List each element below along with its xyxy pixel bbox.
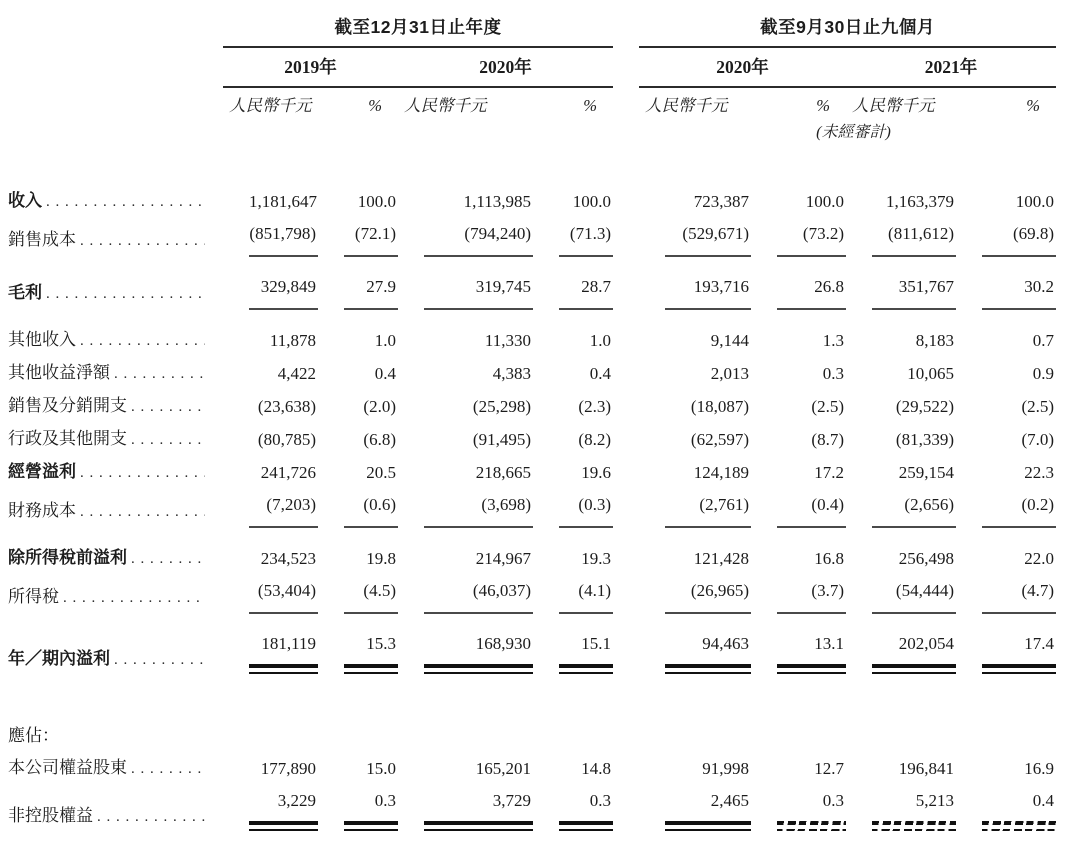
- dot-leader: [131, 424, 205, 456]
- percent-label: %: [583, 96, 597, 115]
- value-cell: 12.7: [814, 759, 844, 778]
- table-row: [8, 218, 1056, 257]
- value-cell: [318, 720, 398, 752]
- value-cell: 234,523: [260, 549, 316, 568]
- unit-pair-2019: [223, 93, 398, 119]
- value-cell: 165,201: [475, 759, 531, 778]
- dot-leader: [97, 801, 205, 833]
- value-cell: (851,798): [223, 218, 318, 257]
- value-cell: (53,404): [223, 575, 318, 614]
- column-gap: [613, 423, 639, 456]
- value-cell: (18,087): [690, 397, 749, 416]
- table-row: [8, 785, 1056, 833]
- table-body: [8, 185, 1056, 833]
- value-cell: 1,113,985: [463, 192, 531, 211]
- value-cell: 329,849: [223, 271, 318, 310]
- value-cell: [533, 720, 613, 752]
- value-cell: 14.8: [581, 759, 611, 778]
- value-cell: 196,841: [898, 759, 954, 778]
- income-statement-table: [8, 14, 1056, 833]
- value-cell: (3,698): [398, 489, 533, 528]
- value-cell: 218,665: [475, 463, 531, 482]
- value-cell: 17.4: [956, 628, 1056, 676]
- value-cell: 8,183: [915, 331, 954, 350]
- row-label: 所得稅: [8, 587, 59, 606]
- row-label: 年／期內溢利: [8, 649, 110, 668]
- year-header-2021-9m: 2021年: [846, 47, 1056, 87]
- value-cell: (26,965): [639, 575, 751, 614]
- value-cell: 20.5: [366, 463, 396, 482]
- year-header-2020-9m: 2020年: [639, 47, 846, 87]
- value-cell: (529,671): [639, 218, 751, 257]
- value-cell: 193,716: [639, 271, 751, 310]
- value-cell: (3.7): [751, 575, 846, 614]
- value-cell: 124,189: [693, 463, 749, 482]
- spacer-row: [8, 257, 1056, 271]
- spacer-row: [8, 528, 1056, 542]
- row-label: 除所得稅前溢利: [8, 548, 127, 567]
- spacer-row: [8, 614, 1056, 628]
- value-cell: 10,065: [907, 364, 954, 383]
- value-cell: (91,495): [472, 430, 531, 449]
- value-cell: 16.8: [814, 549, 844, 568]
- dot-leader: [63, 582, 205, 614]
- value-cell: 4,383: [492, 364, 531, 383]
- value-cell: 202,054: [846, 628, 956, 676]
- value-cell: 19.3: [581, 549, 611, 568]
- row-label-cell: [8, 456, 223, 489]
- row-label-cell: [8, 575, 223, 614]
- column-gap: [613, 720, 639, 752]
- row-label-cell: [8, 720, 223, 752]
- row-label-cell: [8, 185, 223, 218]
- value-cell: 1.0: [374, 331, 396, 350]
- value-cell: (2,761): [639, 489, 751, 528]
- value-cell: (0.2): [956, 489, 1056, 528]
- unaudited-row: [8, 119, 1056, 145]
- unit-pair-2020-9m: [639, 93, 846, 119]
- value-cell: (73.2): [751, 218, 846, 257]
- value-cell: 1,181,647: [249, 192, 317, 211]
- dot-leader: [80, 457, 205, 489]
- percent-label: %: [368, 96, 382, 115]
- value-cell: 177,890: [260, 759, 316, 778]
- value-cell: 11,878: [269, 331, 316, 350]
- value-cell: 1.0: [589, 331, 611, 350]
- table-row: [8, 324, 1056, 357]
- value-cell: 30.2: [956, 271, 1056, 310]
- value-cell: 1,163,379: [886, 192, 954, 211]
- value-cell: 0.3: [318, 785, 398, 833]
- row-label: 非控股權益: [8, 806, 93, 825]
- row-label-cell: [8, 218, 223, 257]
- value-cell: 1.3: [822, 331, 844, 350]
- value-cell: (2,656): [846, 489, 956, 528]
- dot-leader: [80, 496, 205, 528]
- value-cell: 13.1: [751, 628, 846, 676]
- value-cell: 241,726: [260, 463, 316, 482]
- value-cell: (54,444): [846, 575, 956, 614]
- value-cell: 28.7: [533, 271, 613, 310]
- value-cell: 15.3: [318, 628, 398, 676]
- value-cell: 0.4: [956, 785, 1056, 833]
- value-cell: 100.0: [572, 192, 611, 211]
- column-gap: [613, 185, 639, 218]
- row-label: 銷售成本: [8, 230, 76, 249]
- row-label: 銷售及分銷開支: [8, 396, 127, 415]
- value-cell: [639, 720, 751, 752]
- value-cell: 256,498: [898, 549, 954, 568]
- row-label: 毛利: [8, 283, 42, 302]
- value-cell: 4,422: [277, 364, 316, 383]
- unit-row: [8, 87, 1056, 119]
- dot-leader: [46, 278, 205, 310]
- value-cell: [956, 720, 1056, 752]
- value-cell: 0.7: [1032, 331, 1055, 350]
- row-label: 本公司權益股東: [8, 758, 127, 777]
- unit-pair-2020: [398, 93, 613, 119]
- column-gap: [613, 390, 639, 423]
- value-cell: (6.8): [363, 430, 396, 449]
- value-cell: 3,229: [223, 785, 318, 833]
- value-cell: (7.0): [1021, 430, 1055, 449]
- value-cell: (2.0): [363, 397, 396, 416]
- value-cell: (794,240): [398, 218, 533, 257]
- row-label-cell: [8, 423, 223, 456]
- row-label-cell: [8, 489, 223, 528]
- value-cell: 100.0: [805, 192, 844, 211]
- value-cell: 0.3: [533, 785, 613, 833]
- value-cell: (25,298): [472, 397, 531, 416]
- dot-leader: [131, 753, 205, 785]
- percent-label: %: [1026, 96, 1041, 115]
- table-row: [8, 542, 1056, 575]
- row-label: 收入: [8, 191, 42, 210]
- value-cell: (2.5): [1021, 397, 1055, 416]
- value-cell: (0.3): [533, 489, 613, 528]
- value-cell: (46,037): [398, 575, 533, 614]
- value-cell: 3,729: [398, 785, 533, 833]
- column-gap: [613, 785, 639, 833]
- value-cell: (69.8): [956, 218, 1056, 257]
- dot-leader: [46, 186, 205, 218]
- group-gap: [613, 14, 639, 47]
- value-cell: (2.3): [578, 397, 611, 416]
- value-cell: (0.4): [751, 489, 846, 528]
- dot-leader: [80, 325, 205, 357]
- year-row: [8, 47, 1056, 87]
- value-cell: (2.5): [811, 397, 844, 416]
- value-cell: (8.7): [811, 430, 844, 449]
- column-gap: [613, 357, 639, 390]
- value-cell: 9,144: [710, 331, 749, 350]
- column-gap: [613, 271, 639, 310]
- row-label-cell: [8, 324, 223, 357]
- row-label-cell: [8, 357, 223, 390]
- value-cell: 2,465: [639, 785, 751, 833]
- row-label-cell: [8, 752, 223, 785]
- table-row: [8, 720, 1056, 752]
- value-cell: [398, 720, 533, 752]
- value-cell: 91,998: [702, 759, 749, 778]
- value-cell: 0.4: [589, 364, 611, 383]
- value-cell: 27.9: [318, 271, 398, 310]
- value-cell: 121,428: [693, 549, 749, 568]
- dot-leader: [131, 543, 205, 575]
- value-cell: (81,339): [895, 430, 954, 449]
- unaudited-note: (未經審計): [816, 124, 891, 141]
- table-row: [8, 185, 1056, 218]
- spacer-row: [8, 310, 1056, 324]
- value-cell: 351,767: [846, 271, 956, 310]
- row-label-cell: [8, 542, 223, 575]
- annual-period-header: 截至12月31日止年度: [223, 14, 613, 47]
- value-cell: 259,154: [898, 463, 954, 482]
- row-label-cell: [8, 785, 223, 833]
- row-label: 其他收入: [8, 330, 76, 349]
- dot-leader: [114, 358, 205, 390]
- row-label: 財務成本: [8, 501, 76, 520]
- spacer-row: [8, 676, 1056, 720]
- value-cell: (0.6): [318, 489, 398, 528]
- value-cell: 0.3: [751, 785, 846, 833]
- value-cell: 11,330: [484, 331, 531, 350]
- table-row: [8, 456, 1056, 489]
- value-cell: (4.1): [533, 575, 613, 614]
- unit-pair-2021-9m: [846, 93, 1056, 119]
- label-column-header: [8, 14, 223, 47]
- value-cell: (29,522): [895, 397, 954, 416]
- row-label-cell: [8, 271, 223, 310]
- year-header-2020: 2020年: [398, 47, 613, 87]
- value-cell: 181,119: [223, 628, 318, 676]
- value-cell: 16.9: [1024, 759, 1055, 778]
- value-cell: (811,612): [846, 218, 956, 257]
- value-cell: (72.1): [318, 218, 398, 257]
- value-cell: 19.6: [581, 463, 611, 482]
- value-cell: (7,203): [223, 489, 318, 528]
- value-cell: 5,213: [846, 785, 956, 833]
- table-row: [8, 423, 1056, 456]
- percent-label: %: [816, 96, 830, 115]
- value-cell: 214,967: [475, 549, 531, 568]
- value-cell: 15.1: [533, 628, 613, 676]
- value-cell: 22.3: [1024, 463, 1055, 482]
- value-cell: [846, 720, 956, 752]
- dot-leader: [131, 391, 205, 423]
- row-label: 應佔：: [8, 726, 59, 745]
- value-cell: 26.8: [751, 271, 846, 310]
- row-label-cell: [8, 628, 223, 676]
- table-row: [8, 489, 1056, 528]
- value-cell: 17.2: [814, 463, 844, 482]
- column-gap: [613, 752, 639, 785]
- value-cell: [223, 720, 318, 752]
- interim-period-header: 截至9月30日止九個月: [639, 14, 1056, 47]
- value-cell: 723,387: [693, 192, 749, 211]
- value-cell: 19.8: [366, 549, 396, 568]
- unit-label: 人民幣千元: [645, 96, 728, 115]
- header-body-gap: [8, 145, 1056, 185]
- value-cell: 100.0: [1015, 192, 1055, 211]
- value-cell: 2,013: [710, 364, 749, 383]
- value-cell: (62,597): [690, 430, 749, 449]
- dot-leader: [80, 225, 205, 257]
- column-gap: [613, 575, 639, 614]
- value-cell: (23,638): [257, 397, 316, 416]
- value-cell: 319,745: [398, 271, 533, 310]
- value-cell: 22.0: [1024, 549, 1055, 568]
- unit-label: 人民幣千元: [404, 96, 487, 115]
- column-gap: [613, 542, 639, 575]
- value-cell: [751, 720, 846, 752]
- value-cell: (71.3): [533, 218, 613, 257]
- table-row: [8, 575, 1056, 614]
- column-gap: [613, 218, 639, 257]
- column-gap: [613, 324, 639, 357]
- value-cell: 0.9: [1032, 364, 1055, 383]
- column-gap: [613, 489, 639, 528]
- value-cell: 15.0: [366, 759, 396, 778]
- row-label: 行政及其他開支: [8, 429, 127, 448]
- row-label: 經營溢利: [8, 462, 76, 481]
- unit-label: 人民幣千元: [229, 96, 312, 115]
- value-cell: 94,463: [639, 628, 751, 676]
- value-cell: (80,785): [257, 430, 316, 449]
- column-gap: [613, 628, 639, 676]
- table-row: [8, 357, 1056, 390]
- year-header-2019: 2019年: [223, 47, 398, 87]
- value-cell: 0.4: [374, 364, 396, 383]
- row-label-cell: [8, 390, 223, 423]
- unit-label: 人民幣千元: [852, 96, 935, 115]
- value-cell: 100.0: [357, 192, 396, 211]
- value-cell: (8.2): [578, 430, 611, 449]
- table-row: [8, 752, 1056, 785]
- column-gap: [613, 456, 639, 489]
- value-cell: (4.7): [956, 575, 1056, 614]
- table-row: [8, 628, 1056, 676]
- period-group-row: [8, 14, 1056, 47]
- value-cell: (4.5): [318, 575, 398, 614]
- dot-leader: [114, 644, 205, 676]
- table-row: [8, 390, 1056, 423]
- value-cell: 168,930: [398, 628, 533, 676]
- value-cell: 0.3: [822, 364, 844, 383]
- row-label: 其他收益淨額: [8, 363, 110, 382]
- table-row: [8, 271, 1056, 310]
- table-header: [8, 14, 1056, 185]
